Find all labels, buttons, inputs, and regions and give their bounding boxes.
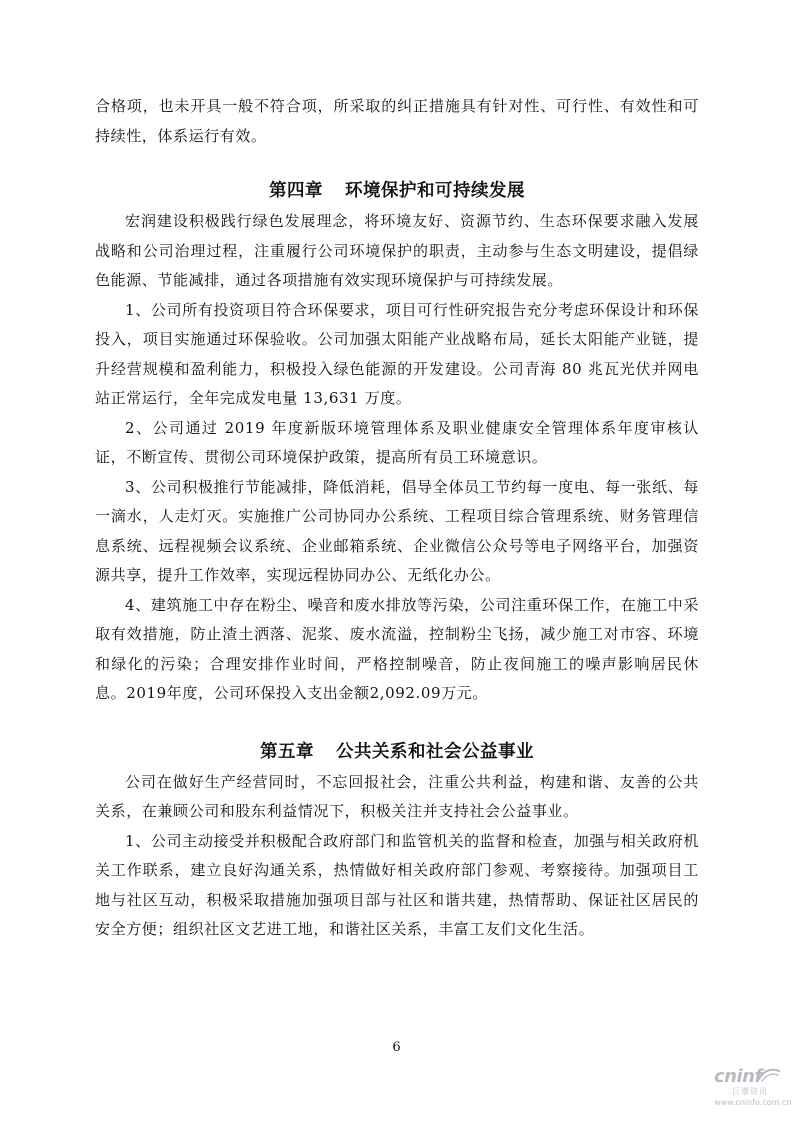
chapter-4-number: 第四章 [269,181,323,201]
chapter-5-paragraph-1: 1、公司主动接受并积极配合政府部门和监管机关的监督和检查，加强与相关政府机关工作联系，建立良好沟通关系，热情做好相关政府部门参观、考察接待。加强项目工地与社区互动，积极采取措施加强项目部与社区和谐共建，热情帮助、保证社区居民的安全方便；组织社区文艺进工地，和谐社区关系，丰富工友们文化生活。 [95,831,699,938]
chapter-5-title: 公共关系和社会公益事业 [336,741,534,762]
chapter-4-paragraph-4: 4、建筑施工中存在粉尘、噪音和废水排放等污染，公司注重环保工作，在施工中采取有效措施，防止渣土洒落、泥浆、废水流溢，控制粉尘飞扬，减少施工对市容、环境和绿化的污染；合理安排作业时间，严格控制噪音，防止夜间施工的噪声影响居民休息。2019年度，公司环保投入支出金额2,092.09万元。 [95,595,699,702]
cninfo-watermark [712,1066,792,1110]
chapter-4-paragraph-2: 2、公司通过 2019 年度新版环境管理体系及职业健康安全管理体系年度审核认证，不断宣传、贯彻公司环境保护政策，提高所有员工环境意识。 [95,418,699,466]
chapter-5-paragraph-intro: 公司在做好生产经营同时，不忘回报社会，注重公共利益，构建和谐、友善的公共关系，在兼顾公司和股东利益情况下，积极关注并支持社会公益事业。 [95,772,699,820]
watermark-chinese-name: 巨潮资讯 [732,1087,768,1096]
chapter-4-heading [95,176,699,206]
chapter-4-paragraph-3: 3、公司积极推行节能减排，降低消耗，倡导全体员工节约每一度电、每一张纸、每一滴水，人走灯灭。实施推广公司协同办公系统、工程项目综合管理系统、财务管理信息系统、远程视频会议系统、企业邮箱系统、企业微信公众号等电子网络平台，加强资源共享，提升工作效率，实现远程协同办公、无纸化办公。 [95,477,699,584]
page-number: 6 [392,1040,401,1055]
page-content [95,92,699,945]
chapter-5-heading [95,737,699,767]
watermark-logo-text: cninf [714,1066,762,1087]
chapter-4-paragraph-1: 1、公司所有投资项目符合环保要求，项目可行性研究报告充分考虑环保设计和环保投入，项目实施通过环保验收。公司加强太阳能产业战略布局，延长太阳能产业链，提升经营规模和盈利能力，积极投入绿色能源的开发建设。公司青海 80 兆瓦光伏并网电站正常运行，全年完成发电量 13,631 万度。 [95,300,699,407]
chapter-4-paragraph-intro: 宏润建设积极践行绿色发展理念，将环境友好、资源节约、生态环保要求融入发展战略和公司治理过程，注重履行公司环境保护的职责，主动参与生态文明建设，提倡绿色能源、节能减排，通过各项措施有效实现环境保护与可持续发展。 [95,212,699,289]
chapter-4-title: 环境保护和可持续发展 [345,181,525,201]
watermark-url: www.cninfo.com.cn [714,1098,792,1107]
swoosh-icon [758,1068,780,1082]
chapter-5-number: 第五章 [260,741,314,762]
paragraph-continuation: 合格项，也未开具一般不符合项，所采取的纠正措施具有针对性、可行性、有效性和可持续性，体系运行有效。 [95,97,699,145]
